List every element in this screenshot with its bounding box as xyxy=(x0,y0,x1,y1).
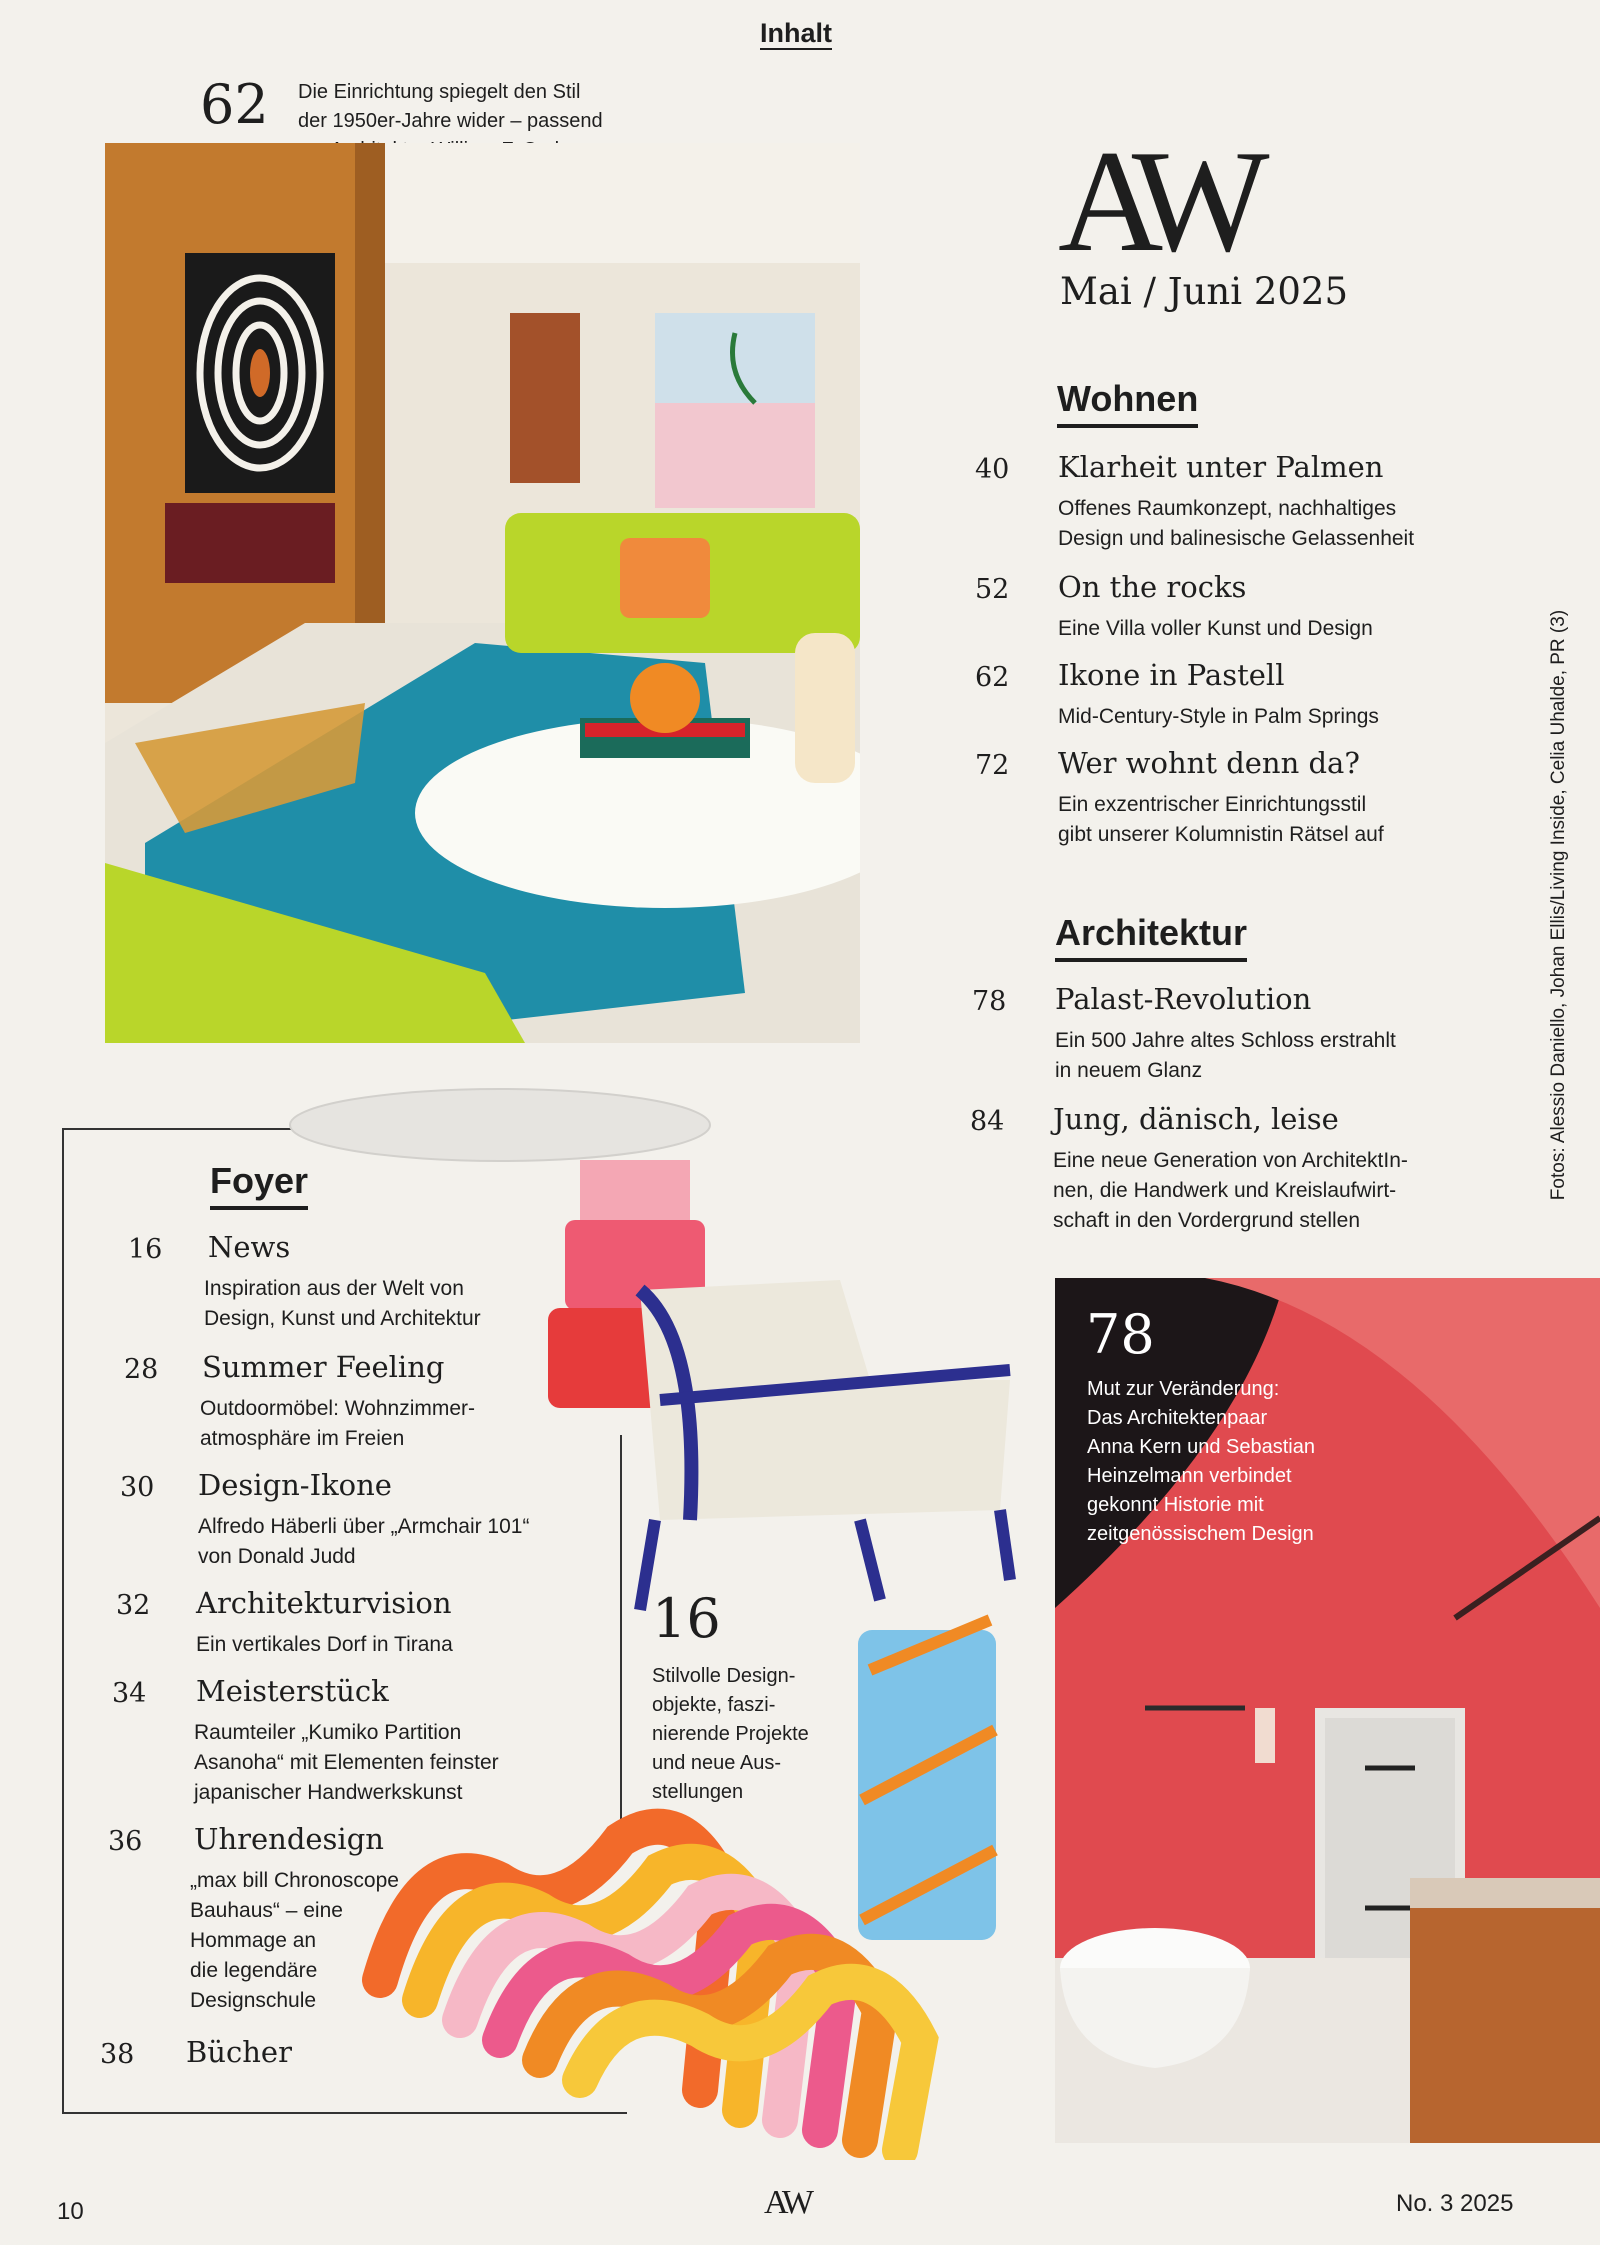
caption-line: Das Architektenpaar xyxy=(1087,1407,1268,1429)
toc-title: Architekturvision xyxy=(196,1586,452,1620)
toc-desc-line: Hommage an xyxy=(190,1929,317,1952)
toc-desc-line: Ein exzentrischer Einrichtungsstil xyxy=(1058,793,1367,816)
toc-page-number: 52 xyxy=(975,574,1010,605)
toc-desc-line: Eine Villa voller Kunst und Design xyxy=(1058,617,1373,640)
toc-desc-line: von Donald Judd xyxy=(198,1545,356,1568)
section-label: Inhalt xyxy=(760,18,832,48)
toc-page-number: 32 xyxy=(116,1590,151,1621)
toc-desc-line: Asanoha“ mit Elementen feinster xyxy=(194,1751,499,1774)
toc-desc-line: die legendäre xyxy=(190,1959,318,1982)
toc-desc-line: Offenes Raumkonzept, nachhaltiges xyxy=(1058,497,1397,520)
section-heading-text: Wohnen xyxy=(1057,378,1199,419)
toc-description xyxy=(194,1718,614,1808)
toc-title: Ikone in Pastell xyxy=(1058,658,1285,692)
toc-desc-line: Designschule xyxy=(190,1989,317,2012)
toc-title: Summer Feeling xyxy=(202,1350,445,1384)
section-heading-text: Architektur xyxy=(1055,912,1248,953)
toc-page-number: 38 xyxy=(100,2039,135,2070)
toc-title: Jung, dänisch, leise xyxy=(1053,1102,1339,1136)
feature-page-number: 16 xyxy=(652,1587,721,1650)
toc-desc-line: Eine neue Generation von ArchitektIn- xyxy=(1053,1149,1408,1172)
toc-description xyxy=(1058,614,1478,644)
caption-line: Anna Kern und Sebastian xyxy=(1087,1436,1315,1458)
toc-desc-line: „max bill Chronoscope xyxy=(190,1869,399,1892)
toc-title: Uhrendesign xyxy=(194,1822,384,1856)
issue-date: Mai / Juni 2025 xyxy=(1060,270,1349,313)
toc-desc-line: Inspiration aus der Welt von xyxy=(204,1277,464,1300)
toc-title: Design-Ikone xyxy=(198,1468,392,1502)
toc-desc-line: nen, die Handwerk und Kreislaufwirt- xyxy=(1053,1179,1397,1202)
section-heading-architektur xyxy=(1055,912,1247,962)
toc-description xyxy=(200,1394,620,1454)
caption-line: zeitgenössischem Design xyxy=(1087,1523,1314,1545)
toc-desc-line: japanischer Handwerkskunst xyxy=(194,1781,463,1804)
magazine-logo: AW xyxy=(1058,120,1250,282)
caption-line: Mut zur Veränderung: xyxy=(1087,1378,1280,1400)
toc-desc-line: Mid-Century-Style in Palm Springs xyxy=(1058,705,1379,728)
toc-desc-line: Ein vertikales Dorf in Tirana xyxy=(196,1633,453,1656)
toc-description xyxy=(1058,790,1478,850)
caption-line: der 1950er-Jahre wider – passend xyxy=(298,110,603,132)
toc-desc-line: Outdoormöbel: Wohnzimmer- xyxy=(200,1397,476,1420)
toc-desc-line: atmosphäre im Freien xyxy=(200,1427,405,1450)
toc-description xyxy=(204,1274,624,1334)
toc-page-number: 28 xyxy=(124,1354,159,1385)
caption-line: Heinzelmann verbindet xyxy=(1087,1465,1292,1487)
toc-desc-line: Ein 500 Jahre altes Schloss erstrahlt xyxy=(1055,1029,1396,1052)
toc-desc-line: gibt unserer Kolumnistin Rätsel auf xyxy=(1058,823,1384,846)
toc-page-number: 34 xyxy=(112,1678,147,1709)
toc-description xyxy=(1058,494,1478,554)
toc-page-number: 78 xyxy=(972,986,1007,1017)
toc-page-number: 40 xyxy=(975,454,1010,485)
caption-line: gekonnt Historie mit xyxy=(1087,1494,1264,1516)
toc-desc-line: in neuem Glanz xyxy=(1055,1059,1203,1082)
toc-title: Wer wohnt denn da? xyxy=(1058,746,1360,780)
feature-caption xyxy=(652,1662,852,1807)
toc-title: Meisterstück xyxy=(196,1674,389,1708)
toc-desc-line: Design und balinesische Gelassenheit xyxy=(1058,527,1415,550)
toc-desc-line: Alfredo Häberli über „Armchair 101“ xyxy=(198,1515,530,1538)
page-number: 10 xyxy=(57,2198,84,2225)
section-heading-wohnen xyxy=(1057,378,1198,428)
caption-line: objekte, faszi- xyxy=(652,1694,776,1716)
caption-line: nierende Projekte xyxy=(652,1723,809,1745)
toc-description xyxy=(1058,702,1478,732)
caption-line: und neue Aus- xyxy=(652,1752,781,1774)
caption-line: Stilvolle Design- xyxy=(652,1665,796,1687)
toc-page-number: 84 xyxy=(970,1106,1005,1137)
footer-logo: AW xyxy=(764,2184,810,2221)
toc-title: On the rocks xyxy=(1058,570,1247,604)
heading-underline xyxy=(210,1206,308,1210)
photo-credit: Fotos: Alessio Daniello, Johan Ellis/Living Inside, Celia Uhalde, PR (3) xyxy=(1548,609,1569,1201)
toc-desc-line: Bauhaus“ – eine xyxy=(190,1899,343,1922)
living-room-photo xyxy=(105,143,860,1043)
heading-underline xyxy=(1057,424,1198,428)
toc-desc-line: Raumteiler „Kumiko Partition xyxy=(194,1721,462,1744)
toc-desc-line: Design, Kunst und Architektur xyxy=(204,1307,481,1330)
feature-caption xyxy=(1087,1375,1407,1549)
toc-page-number: 30 xyxy=(120,1472,155,1503)
section-heading-text: Foyer xyxy=(210,1160,309,1201)
toc-title: Bücher xyxy=(186,2035,292,2069)
toc-title: Palast-Revolution xyxy=(1055,982,1312,1016)
footer-issue: No. 3 2025 xyxy=(1396,2190,1514,2217)
toc-page-number: 62 xyxy=(975,662,1010,693)
section-heading-foyer xyxy=(210,1160,308,1210)
toc-description xyxy=(198,1512,618,1572)
toc-description xyxy=(190,1866,450,2016)
toc-desc-line: schaft in den Vordergrund stellen xyxy=(1053,1209,1361,1232)
toc-title: News xyxy=(208,1230,291,1264)
toc-page-number: 16 xyxy=(128,1234,163,1265)
caption-line: Die Einrichtung spiegelt den Stil xyxy=(298,81,581,103)
toc-description xyxy=(196,1630,616,1660)
toc-title: Klarheit unter Palmen xyxy=(1058,450,1384,484)
toc-page-number: 72 xyxy=(975,750,1010,781)
feature-page-number: 62 xyxy=(200,73,269,136)
toc-page-number: 36 xyxy=(108,1826,143,1857)
heading-underline xyxy=(1055,958,1247,962)
toc-description xyxy=(1055,1026,1475,1086)
toc-description xyxy=(1053,1146,1473,1236)
caption-line: stellungen xyxy=(652,1781,744,1803)
feature-page-number: 78 xyxy=(1086,1303,1155,1366)
